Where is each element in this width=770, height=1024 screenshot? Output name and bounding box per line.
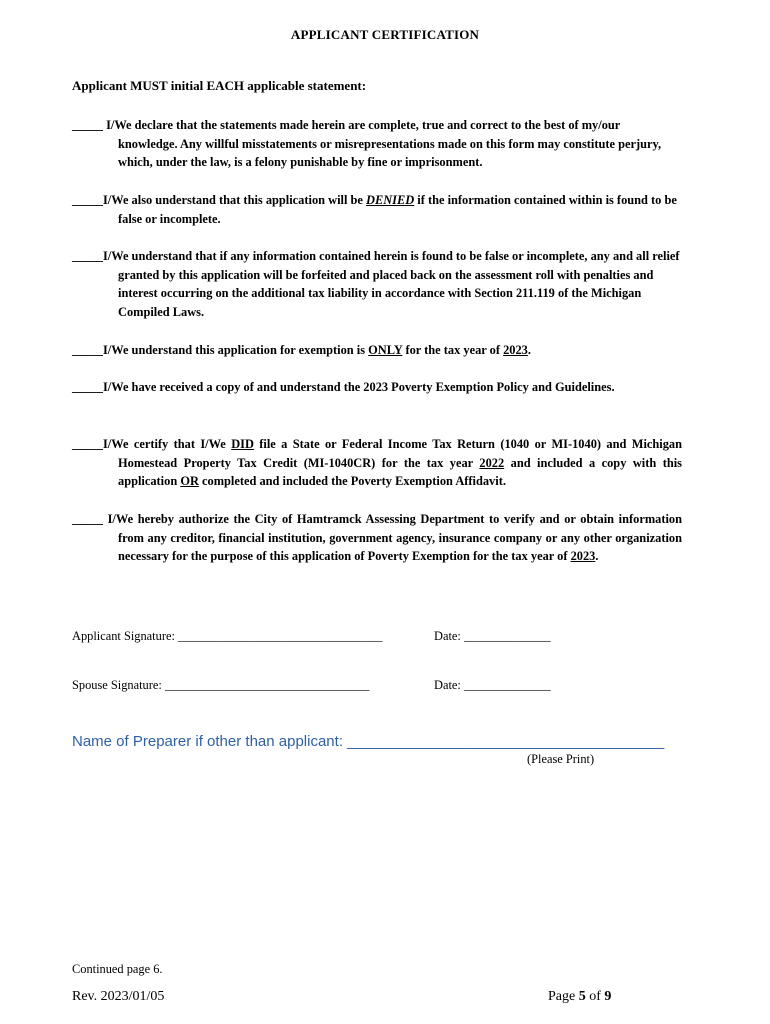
spouse-signature-field[interactable]: _________________________________: [164, 678, 370, 692]
preparer-name-field[interactable]: ______________________________________: [347, 733, 665, 750]
page-number: Page 5 of 9: [548, 989, 612, 1004]
applicant-date-row: [434, 629, 551, 644]
statement-denied: _____I/We also understand that this application will be DENIED if the information contained within is found to be false or incomplete.: [72, 193, 677, 226]
initial-blank[interactable]: _____: [72, 437, 103, 451]
statement-only-tax-year: _____I/We understand this application for exemption is ONLY for the tax year of 2023.: [72, 343, 531, 357]
emphasis-denied: DENIED: [366, 193, 415, 207]
please-print-note: (Please Print): [527, 752, 595, 766]
initial-blank[interactable]: _____: [72, 512, 108, 526]
initial-blank[interactable]: _____: [72, 380, 103, 394]
initial-blank[interactable]: _____: [72, 249, 103, 263]
preparer-row: [72, 733, 664, 750]
applicant-signature-label: Applicant Signature:: [72, 629, 178, 643]
statement-authorize: _____ I/We hereby authorize the City of Hamtramck Assessing Department to verify and or obtain information from any creditor, financial institution, government agency, insurance company or any other organization necessary for the purpose of this application of Poverty Exemption for the tax year of 2023.: [72, 512, 682, 564]
applicant-signature-row: [72, 629, 382, 644]
statement-declare-true: _____ I/We declare that the statements made herein are complete, true and correct to the best of my/our knowledge. Any willful misstatements or misrepresentations made on this form may constitute perjury, which, under the law, is a felony punishable by fine or imprisonment.: [72, 118, 662, 170]
spouse-date-row: [434, 678, 551, 693]
tax-year: 2022: [479, 455, 505, 470]
initial-blank[interactable]: _____: [72, 193, 103, 207]
initial-blank[interactable]: _____: [72, 118, 107, 132]
spouse-signature-row: [72, 678, 369, 693]
page-total: 9: [604, 989, 612, 1004]
emphasis-only: ONLY: [368, 343, 403, 357]
tax-year: 2023: [503, 343, 528, 357]
page-current: 5: [578, 989, 586, 1004]
tax-year: 2023: [570, 549, 596, 564]
applicant-date-field[interactable]: ______________: [463, 629, 551, 643]
date-label: Date:: [434, 629, 464, 643]
spouse-signature-label: Spouse Signature:: [72, 678, 165, 692]
emphasis-or: OR: [180, 474, 199, 489]
preparer-label: Name of Preparer if other than applicant:: [72, 733, 348, 750]
applicant-signature-field[interactable]: _________________________________: [178, 629, 383, 643]
initial-instruction: Applicant MUST initial EACH applicable statement:: [72, 78, 367, 93]
statement-tax-return: _____I/We certify that I/We DID file a State or Federal Income Tax Return (1040 or MI-1040) and Michigan Homestead Property Tax Credit (MI-1040CR) for the tax year 2022 and included a copy with this application OR completed and included the Poverty Exemption Affidavit.: [72, 437, 683, 489]
statement-policy-received: _____I/We have received a copy of and understand the 2023 Poverty Exemption Policy and Guidelines.: [72, 380, 615, 394]
initial-blank[interactable]: _____: [72, 343, 103, 357]
continued-note: Continued page 6.: [72, 962, 163, 976]
emphasis-did: DID: [231, 437, 254, 451]
statement-forfeited: _____I/We understand that if any information contained herein is found to be false or incomplete, any and all relief granted by this application will be forfeited and placed back on the assessment roll with penalties and interest occurring on the additional tax liability in accordance with Section 211.119 of the Michigan Compiled Laws.: [72, 249, 680, 320]
page-title: APPLICANT CERTIFICATION: [290, 27, 480, 42]
revision-date: Rev. 2023/01/05: [72, 989, 165, 1004]
date-label: Date:: [434, 678, 464, 692]
spouse-date-field[interactable]: ______________: [463, 678, 551, 692]
